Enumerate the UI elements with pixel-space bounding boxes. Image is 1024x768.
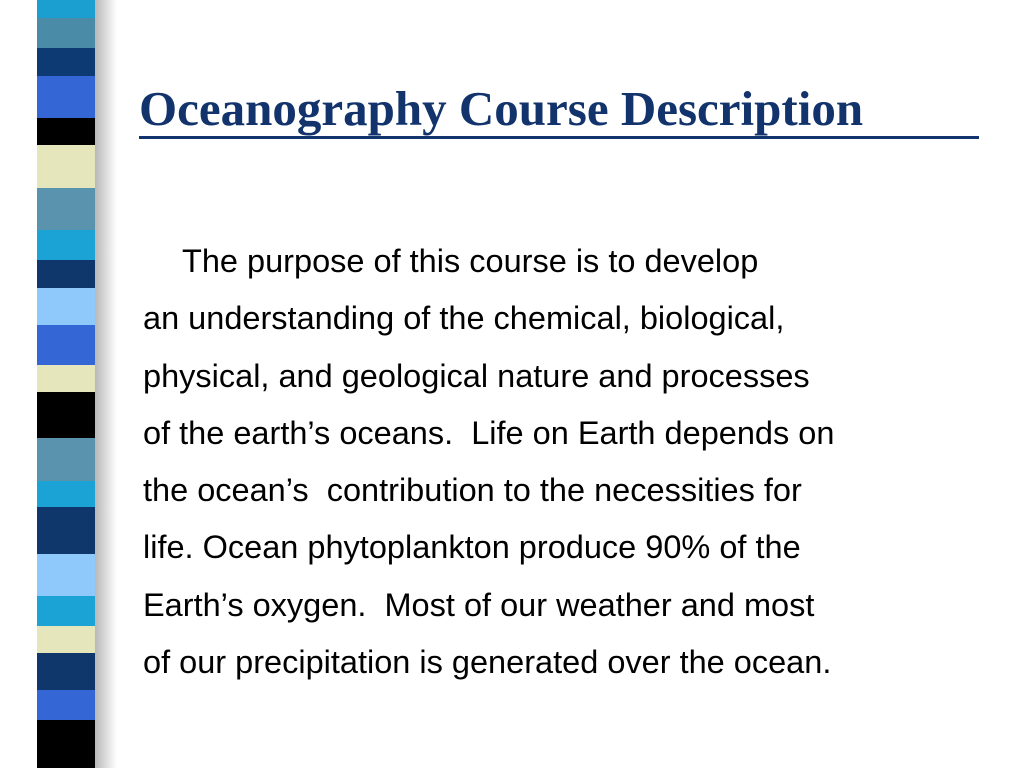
stripe (37, 48, 95, 76)
description-line: an understanding of the chemical, biological, (143, 300, 785, 337)
stripe (37, 392, 95, 438)
stripe (37, 507, 95, 554)
description-line: the ocean’s contribution to the necessities for (143, 472, 802, 509)
stripe (37, 596, 95, 626)
stripe (37, 0, 95, 18)
stripe (37, 145, 95, 188)
description-line: of the earth’s oceans. Life on Earth depends on (143, 414, 835, 451)
stripe (37, 626, 95, 653)
stripe (37, 188, 95, 230)
stripe (37, 76, 95, 118)
stripe (37, 720, 95, 768)
stripe (37, 118, 95, 145)
stripe (37, 230, 95, 260)
stripe (37, 288, 95, 325)
stripe (37, 481, 95, 507)
stripe (37, 438, 95, 481)
description-line: of our precipitation is generated over the ocean. (143, 644, 832, 681)
stripe-shadow (95, 0, 117, 768)
stripe (37, 325, 95, 365)
stripe (37, 653, 95, 690)
description-line: physical, and geological nature and processes (143, 357, 810, 394)
stripe (37, 365, 95, 392)
description-line: life. Ocean phytoplankton produce 90% of the (143, 529, 801, 566)
decorative-stripe-bar (37, 0, 95, 768)
stripe (37, 690, 95, 720)
stripe (37, 554, 95, 596)
stripe (37, 260, 95, 288)
stripe (37, 18, 95, 48)
description-line: The purpose of this course is to develop (182, 243, 759, 279)
slide-title: Oceanography Course Description (139, 81, 864, 136)
description-line: Earth’s oxygen. Most of our weather and most (143, 586, 815, 623)
course-description (143, 233, 1013, 691)
title-underline (139, 136, 979, 139)
